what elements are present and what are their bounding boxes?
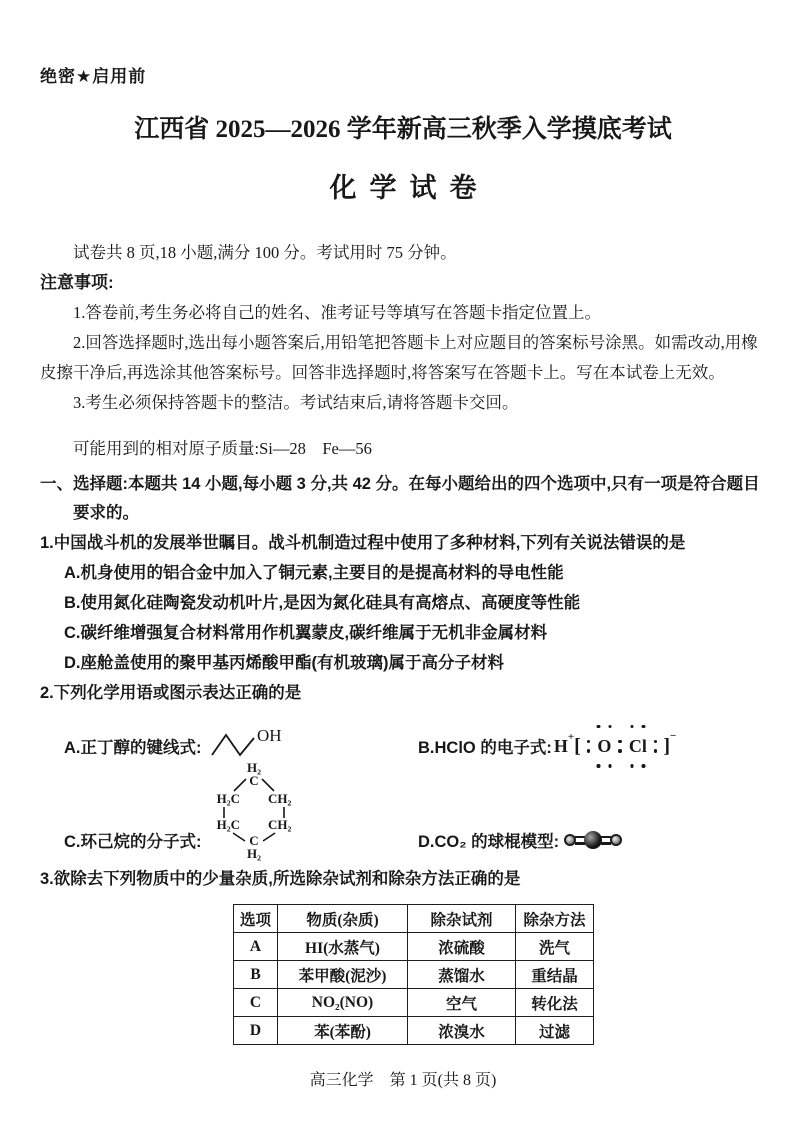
purification-table xyxy=(233,904,594,1045)
lone-pair-dots-icon xyxy=(654,740,658,753)
section-heading: 一、选择题:本题共 14 小题,每小题 3 分,共 42 分。在每小题给出的四个选项中,只有一项是符合题目要求的。 xyxy=(40,475,760,522)
skeletal-bond-lines xyxy=(212,735,254,755)
table-cell: A xyxy=(234,933,278,961)
table-header-cell: 除杂试剂 xyxy=(408,905,516,933)
svg-text:H₂C: H₂C xyxy=(216,817,240,832)
table-row xyxy=(234,989,594,1017)
table-cell: 空气 xyxy=(408,989,516,1017)
table-cell: 苯甲酸(泥沙) xyxy=(278,961,408,989)
question-2-option-d xyxy=(418,828,622,852)
lone-pair-dots-icon xyxy=(597,725,612,729)
lone-pair-dots-icon xyxy=(587,740,591,753)
question-1-option-c: C.碳纤维增强复合材料常用作机翼蒙皮,碳纤维属于无机非金属材料 xyxy=(64,624,548,642)
table-cell: 苯(苯酚) xyxy=(278,1017,408,1045)
table-cell: 转化法 xyxy=(516,989,594,1017)
classified-label: 绝密★启用前 xyxy=(40,67,147,86)
table-cell: HI(水蒸气) xyxy=(278,933,408,961)
question-2 xyxy=(40,678,766,864)
table-cell: D xyxy=(234,1017,278,1045)
table-row xyxy=(234,933,594,961)
svg-text:H₂: H₂ xyxy=(246,846,262,861)
carbon-ball-icon xyxy=(584,831,602,849)
bonding-pair-dots-icon xyxy=(618,740,622,753)
table-cell: 浓溴水 xyxy=(408,1017,516,1045)
hydrogen-cation: H+ xyxy=(553,730,575,756)
table-cell: NO₂(NO) xyxy=(278,989,408,1017)
cyclohexane-structure-svg xyxy=(196,760,316,864)
note-item-3: 3.考生必须保持答题卡的整洁。考试结束后,请将答题卡交回。 xyxy=(73,393,519,412)
table-header-cell: 选项 xyxy=(234,905,278,933)
table-row xyxy=(234,1017,594,1045)
table-cell: C xyxy=(234,989,278,1017)
note-item-1: 1.答卷前,考生务必将自己的姓名、准考证号等填写在答题卡指定位置上。 xyxy=(73,303,601,322)
question-2-options-cd-row xyxy=(40,762,766,864)
svg-text:CH₂: CH₂ xyxy=(268,791,292,806)
question-1-option-a: A.机身使用的铝合金中加入了铜元素,主要目的是提高材料的导电性能 xyxy=(64,564,564,582)
question-2-option-b xyxy=(418,729,677,758)
butanol-skeletal-formula-svg xyxy=(209,721,289,761)
table-header-cell: 除杂方法 xyxy=(516,905,594,933)
table-cell: B xyxy=(234,961,278,989)
table-header-cell: 物质(杂质) xyxy=(278,905,408,933)
exam-info-line: 试卷共 8 页,18 小题,满分 100 分。考试用时 75 分钟。 xyxy=(73,243,457,262)
open-bracket: [ xyxy=(574,734,581,757)
question-2-options-ab-row xyxy=(40,708,766,760)
exam-title: 江西省 2025—2026 学年新高三秋季入学摸底考试 xyxy=(134,116,672,143)
svg-text:H₂C: H₂C xyxy=(216,791,240,806)
table-cell: 过滤 xyxy=(516,1017,594,1045)
question-1 xyxy=(40,528,766,678)
option-b-label: B.HClO 的电子式: xyxy=(418,739,552,757)
question-3-stem: 3.欲除去下列物质中的少量杂质,所选除杂试剂和除杂方法正确的是 xyxy=(40,870,521,888)
question-1-option-b: B.使用氮化硅陶瓷发动机叶片,是因为氮化硅具有高熔点、高硬度等性能 xyxy=(64,594,581,612)
close-bracket: ]− xyxy=(663,729,677,757)
option-d-label: D.CO₂ 的球棍模型: xyxy=(418,833,560,851)
page-footer: 高三化学 第 1 页(共 8 页) xyxy=(309,1072,497,1089)
notes-heading: 注意事项: xyxy=(40,273,114,292)
question-1-stem: 1.中国战斗机的发展举世瞩目。战斗机制造过程中使用了多种材料,下列有关说法错误的是 xyxy=(40,534,686,552)
svg-text:H₂: H₂ xyxy=(246,760,262,775)
hydroxyl-label: OH xyxy=(256,726,282,745)
svg-text:C: C xyxy=(249,833,259,848)
question-2-stem: 2.下列化学用语或图示表达正确的是 xyxy=(40,684,302,702)
option-a-label: A.正丁醇的键线式: xyxy=(64,739,202,757)
lone-pair-dots-icon xyxy=(630,725,645,729)
paper-title: 化学试卷 xyxy=(329,173,490,203)
hclo-electron-formula xyxy=(553,729,677,758)
co2-ball-stick-model xyxy=(564,831,622,849)
option-c-label: C.环己烷的分子式: xyxy=(64,833,202,851)
table-row xyxy=(234,961,594,989)
atomic-mass-note: 可能用到的相对原子质量:Si—28 Fe—56 xyxy=(73,439,372,458)
svg-text:CH₂: CH₂ xyxy=(268,817,292,832)
table-cell: 蒸馏水 xyxy=(408,961,516,989)
question-2-option-c xyxy=(64,828,202,852)
table-cell: 洗气 xyxy=(516,933,594,961)
note-item-2: 2.回答选择题时,选出每小题答案后,用铅笔把答题卡上对应题目的答案标号涂黑。如需改动,用橡皮擦干净后,再选涂其他答案标号。回答非选择题时,将答案写在答题卡上。写在本试卷上无效。 xyxy=(40,333,758,382)
question-2-option-a xyxy=(64,721,289,758)
table-cell: 浓硫酸 xyxy=(408,933,516,961)
oxygen-ball-icon xyxy=(610,834,622,846)
oxygen-atom: O xyxy=(596,736,612,757)
question-3 xyxy=(40,864,766,1045)
question-1-option-d: D.座舱盖使用的聚甲基丙烯酸甲酯(有机玻璃)属于高分子材料 xyxy=(64,654,504,672)
chlorine-atom: Cl xyxy=(628,736,648,757)
table-header-row xyxy=(234,905,594,933)
svg-text:C: C xyxy=(249,773,259,788)
table-cell: 重结晶 xyxy=(516,961,594,989)
